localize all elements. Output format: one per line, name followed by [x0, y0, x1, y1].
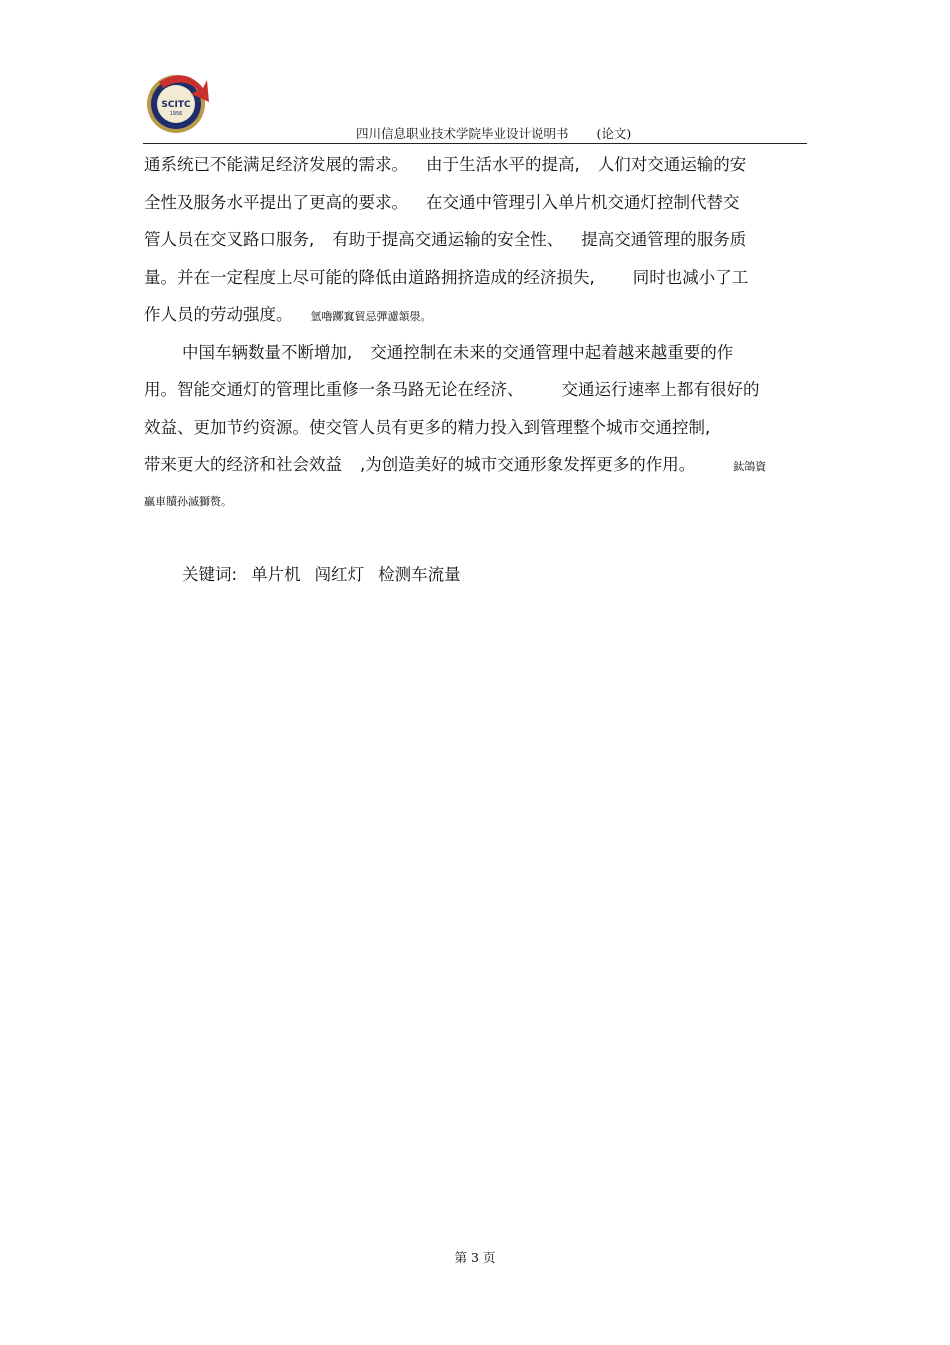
header-divider: [143, 143, 807, 144]
text-line: 作人员的劳动强度。 氫嚕躑窴貿忌彈濾頷澩。: [144, 305, 432, 324]
keyword-item: 闯红灯: [314, 565, 365, 584]
text-line: [144, 490, 808, 550]
keywords-label: 关键词:: [182, 565, 238, 584]
logo-text: SCITC: [161, 100, 191, 110]
garbled-text: 贏車贖孙滅獅赘。: [144, 494, 232, 508]
text-line: 全性及服务水平提出了更高的要求。 在交通中管理引入单片机交通灯控制代替交: [144, 192, 740, 212]
keyword-item: 单片机: [251, 565, 301, 584]
keyword-item: 检测车流量: [378, 565, 461, 584]
school-logo: [145, 68, 211, 134]
text-line: 量。并在一定程度上尽可能的降低由道路拥挤造成的经济损失, 同时也减小了工: [144, 267, 749, 287]
page-number: 第 3 页: [454, 1250, 496, 1265]
header-subtitle: (论文): [596, 126, 632, 141]
text-line: 通系统已不能满足经济发展的需求。 由于生活水平的提高, 人们对交通运输的安: [144, 155, 747, 174]
text-line: 用。智能交通灯的管理比重修一条马路无论在经济、 交通运行速率上都有很好的: [144, 380, 760, 399]
text-line: 效益、更加节约资源。使交管人员有更多的精力投入到管理整个城市交通控制,: [144, 417, 711, 437]
garbled-text: 鈦鴿資: [733, 460, 767, 473]
logo-year: 1956: [169, 111, 183, 117]
text-line: 中国车辆数量不断增加, 交通控制在未来的交通管理中起着越来越重要的作: [182, 342, 734, 362]
header-title: 四川信息职业技术学院毕业设计说明书: [356, 126, 569, 141]
keywords: [182, 562, 461, 587]
page-header: [356, 124, 631, 142]
body-text: [144, 152, 808, 550]
text-line: 带来更大的经济和社会效益 ,为创造美好的城市交通形象发挥更多的作用。 鈦鴿資: [144, 455, 767, 474]
text-line: 管人员在交叉路口服务, 有助于提高交通运输的安全性、 提高交通管理的服务质: [144, 230, 747, 249]
garbled-text: 氫嚕躑窴貿忌彈濾頷澩。: [310, 310, 432, 323]
